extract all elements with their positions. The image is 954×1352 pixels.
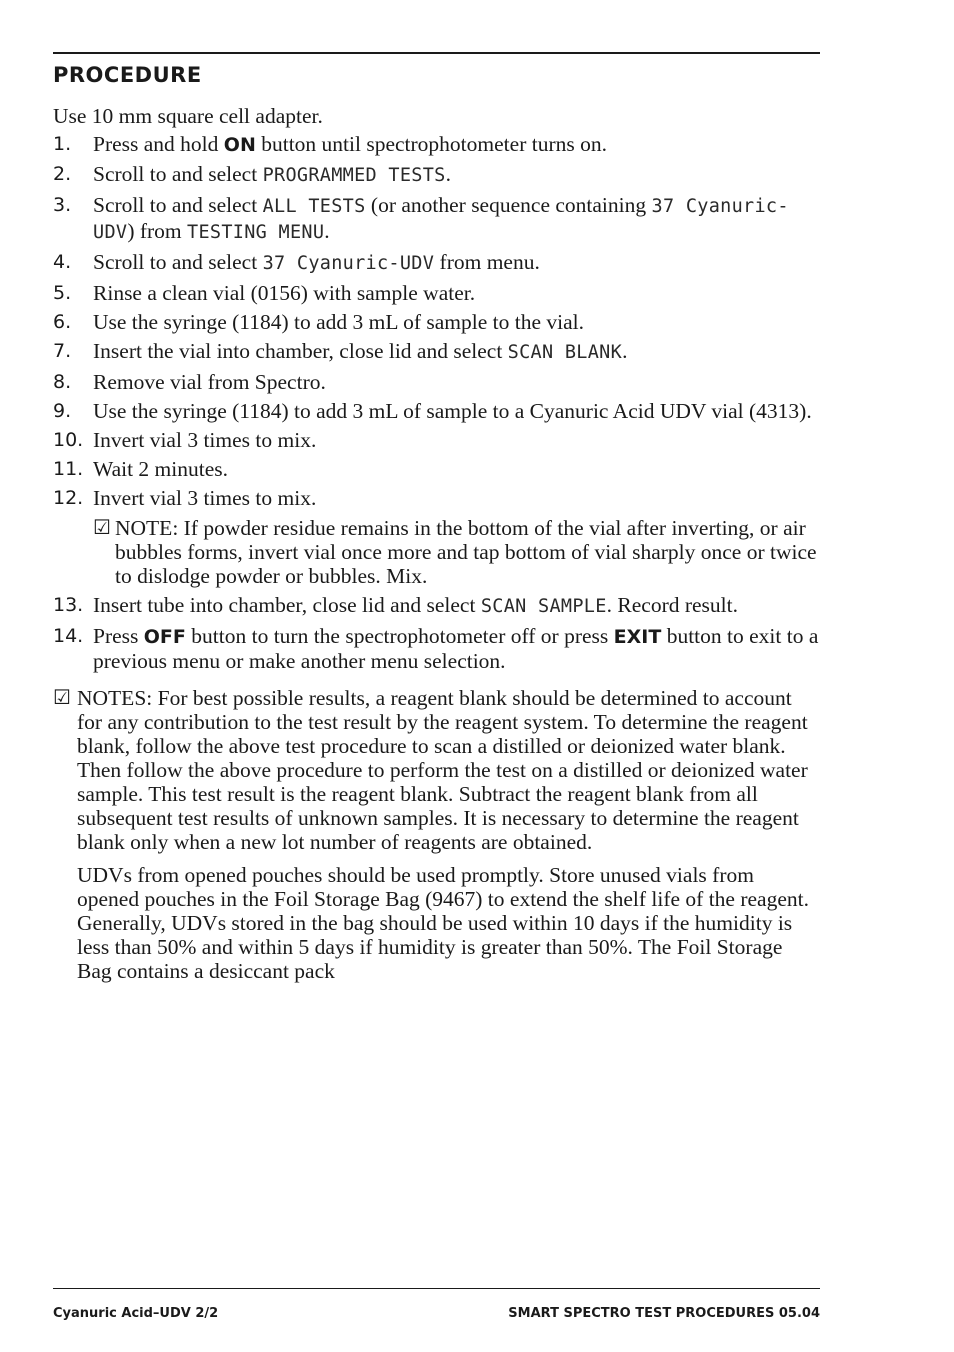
top-rule <box>53 52 820 54</box>
bottom-rule <box>53 1288 820 1289</box>
notes-paragraph: UDVs from opened pouches should be used promptly. Store unused vials from opened pouches in the Foil Storage Bag (9467) to extend the shelf life of the reagent. Generally, UDVs stored in the bag should be used within 10 days if the humidity is less than 50% and within 5 days if humidity is greater than 50%. The Foil Storage Bag contains a desiccant pack <box>77 863 809 983</box>
step-number: 12. <box>53 487 84 509</box>
procedure-body <box>53 104 821 992</box>
notes-block <box>53 686 821 983</box>
step-1: 1. Press and hold ON button until spectrophotometer turns on. <box>53 132 607 156</box>
exit-button-label: EXIT <box>613 626 662 648</box>
step-2: 2. Scroll to and select PROGRAMMED TESTS. <box>53 162 451 186</box>
step-13: 13. Insert tube into chamber, close lid and select SCAN SAMPLE. Record result. <box>53 593 738 617</box>
on-button-label: ON <box>223 134 256 156</box>
menu-item-label: SCAN SAMPLE <box>480 596 607 617</box>
step-note: ☑ NOTE: If powder residue remains in the bottom of the vial after inverting, or air bubbles forms, invert vial once more and tap bottom of vial sharply once or twice to dislodge powder or bubbles. Mix. <box>93 516 817 588</box>
step-number: 4. <box>53 251 72 273</box>
section-heading: PROCEDURE <box>53 63 202 87</box>
step-8: 8. Remove vial from Spectro. <box>53 370 326 394</box>
menu-item-label: 37 Cyanuric-UDV <box>262 253 435 274</box>
step-number: 5. <box>53 282 72 304</box>
checkbox-icon: ☑ <box>93 517 111 539</box>
step-number: 7. <box>53 340 72 362</box>
menu-item-label: TESTING MENU <box>187 222 325 243</box>
step-number: 1. <box>53 133 72 155</box>
step-number: 6. <box>53 311 72 333</box>
step-11: 11. Wait 2 minutes. <box>53 457 229 481</box>
footer-right: SMART SPECTRO TEST PROCEDURES 05.04 <box>508 1306 820 1321</box>
step-7: 7. Insert the vial into chamber, close lid and select SCAN BLANK. <box>53 339 628 363</box>
step-number: 3. <box>53 194 72 216</box>
step-number: 8. <box>53 371 72 393</box>
notes-paragraph: NOTES: For best possible results, a reagent blank should be determined to account for any contribution to the test result by the reagent system. To determine the reagent blank, follow the above test procedure to scan a distilled or deionized water blank. Then follow the above procedure to perform the test on a distilled or deionized water sample. This test result is the reagent blank. Subtract the reagent blank from all subsequent test results of unknown samples. It is necessary to determine the reagent blank only when a new lot number of reagents are obtained. <box>77 686 808 854</box>
menu-item-label: SCAN BLANK <box>507 342 623 363</box>
step-number: 9. <box>53 400 72 422</box>
step-number: 11. <box>53 458 84 480</box>
step-14: 14. Press OFF button to turn the spectrophotometer off or press EXIT button to exit to a previous menu or make another menu selection. <box>53 624 819 673</box>
step-number: 14. <box>53 625 84 647</box>
step-3: 3. Scroll to and select ALL TESTS (or another sequence containing 37 Cyanuric-UDV) from TESTING MENU. <box>53 193 789 243</box>
step-number: 2. <box>53 163 72 185</box>
steps-list <box>53 132 821 673</box>
footer-left: Cyanuric Acid–UDV 2/2 <box>53 1306 219 1321</box>
step-5: 5. Rinse a clean vial (0156) with sample water. <box>53 281 476 305</box>
intro-text: Use 10 mm square cell adapter. <box>53 104 323 128</box>
step-4: 4. Scroll to and select 37 Cyanuric-UDV from menu. <box>53 250 540 274</box>
step-number: 13. <box>53 594 84 616</box>
menu-item-label: PROGRAMMED TESTS <box>262 165 446 186</box>
checkbox-icon: ☑ <box>53 687 71 709</box>
menu-item-label: ALL TESTS <box>262 196 366 217</box>
menu-item-label: 37 Cyanuric-UDV <box>93 196 789 243</box>
step-6: 6. Use the syringe (1184) to add 3 mL of sample to the vial. <box>53 310 585 334</box>
step-10: 10. Invert vial 3 times to mix. <box>53 428 317 452</box>
off-button-label: OFF <box>143 626 186 648</box>
step-9: 9. Use the syringe (1184) to add 3 mL of sample to a Cyanuric Acid UDV vial (4313). <box>53 399 812 423</box>
step-12: 12. Invert vial 3 times to mix. ☑ NOTE: If powder residue remains in the bottom of the vial after inverting, or air bubbles forms, invert vial once more and tap bottom of vial sharply once or twice to dislodge powder or bubbles. Mix. <box>53 486 821 588</box>
step-number: 10. <box>53 429 84 451</box>
